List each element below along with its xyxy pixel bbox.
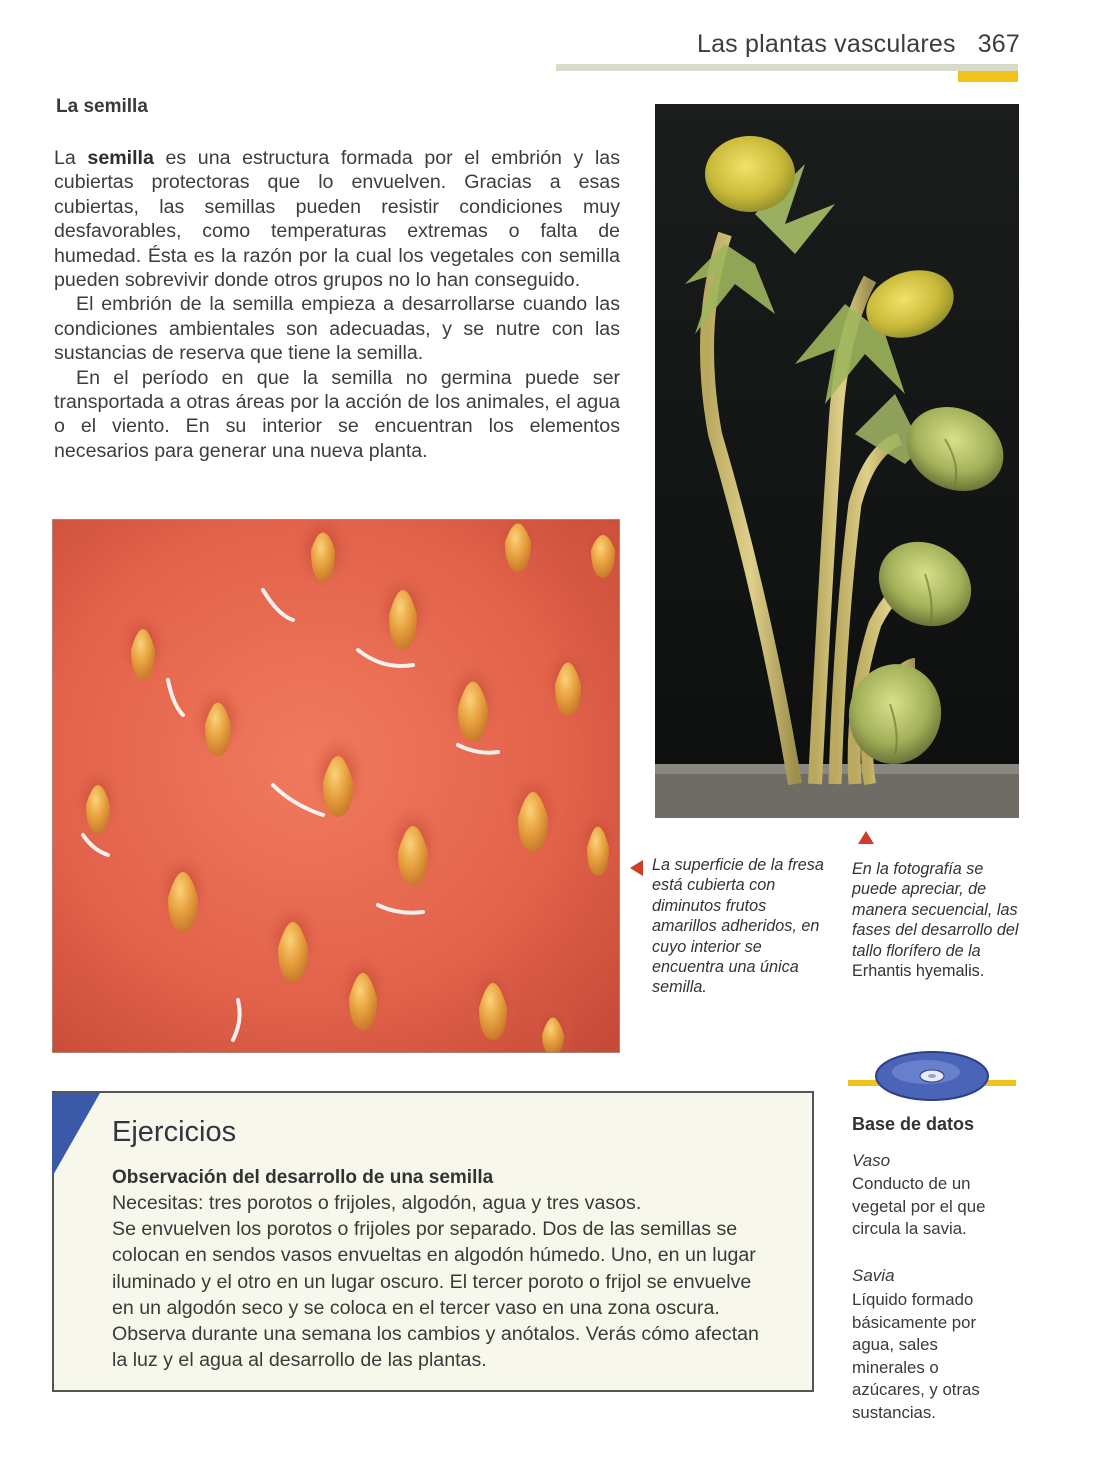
section-title: La semilla [56, 96, 148, 117]
cd-icon [848, 1046, 1016, 1106]
caption-arrow-left-icon [630, 860, 643, 876]
p1-rest: es una estructura formada por el embrión y las cubiertas protectoras que lo envuelven. Gracias a esas cubiertas, las semillas pueden resistir condiciones muy desfavorables, como temperaturas extremas o falta de humedad. Ésta es la razón por la cual los vegetales con semilla pueden sobrevivir donde otros grupos no lo han conseguido. [54, 147, 620, 292]
header-rule [556, 64, 1018, 71]
exercise-instructions: Se envuelven los porotos o frijoles por separado. Dos de las semillas se colocan en sendos vasos envueltas en algodón húmedo. Uno, en un lugar iluminado y el otro en un lugar oscuro. El tercer poroto o frijol se envuelve en un algodón seco y se coloca en el tercer vaso en una zona oscura. Observa durante una semana los cambios y anótalos. Verás cómo afectan la luz y el agua al desarrollo de las plantas. [112, 1218, 759, 1372]
strawberry-illustration [53, 520, 620, 1053]
p1-lead: La [54, 147, 76, 169]
paragraph-2: El embrión de la semilla empieza a desarrollarse cuando las condiciones ambientales son adecuadas, y se nutre con las sustancias de reserva que tiene la semilla. [54, 293, 620, 365]
paragraph-3: En el período en que la semilla no germina puede ser transportada a otras áreas por la acción de los animales, el agua o el viento. En su interior se encuentran los elementos necesarios para generar una nueva planta. [54, 366, 620, 462]
strawberry-photo [52, 519, 620, 1053]
page-number: 367 [977, 30, 1020, 58]
glossary-definition-savia: Líquido formado básicamente por agua, sales minerales o azúcares, y otras sustancias. [852, 1290, 980, 1422]
body-text [54, 146, 620, 463]
running-head [640, 30, 1020, 59]
sidebar-title: Base de datos [852, 1114, 975, 1134]
plant-caption-text: En la fotografía se puede apreciar, de manera secuencial, las fases del desarrollo del tallo florífero de la [852, 860, 1019, 960]
strawberry-caption: La superficie de la fresa está cubierta con diminutos frutos amarillos adheridos, en cuyo interior se encuentra una única semilla. [652, 856, 824, 997]
exercise-materials: Necesitas: tres porotos o frijoles, algodón, agua y tres vasos. [112, 1192, 642, 1214]
exercise-text [112, 1190, 772, 1373]
exercise-title: Ejercicios [112, 1116, 237, 1148]
keyword-semilla: semilla [87, 147, 154, 169]
plant-photo [655, 104, 1019, 818]
paragraph-1 [54, 146, 620, 292]
running-head-title: Las plantas vasculares [696, 30, 956, 58]
glossary-term-vaso: Vaso [852, 1151, 891, 1170]
plant-caption-species: Erhantis hyemalis. [852, 962, 985, 981]
exercise-subtitle: Observación del desarrollo de una semilla [112, 1167, 494, 1188]
header-accent-tab [958, 71, 1018, 82]
glossary-term-savia: Savia [852, 1266, 895, 1285]
caption-arrow-up-icon [858, 831, 874, 844]
plant-illustration [655, 104, 1019, 818]
glossary-definition-vaso: Conducto de un vegetal por el que circula la savia. [852, 1174, 986, 1239]
plant-caption [852, 859, 1022, 981]
exercise-corner-tab [52, 1093, 100, 1177]
